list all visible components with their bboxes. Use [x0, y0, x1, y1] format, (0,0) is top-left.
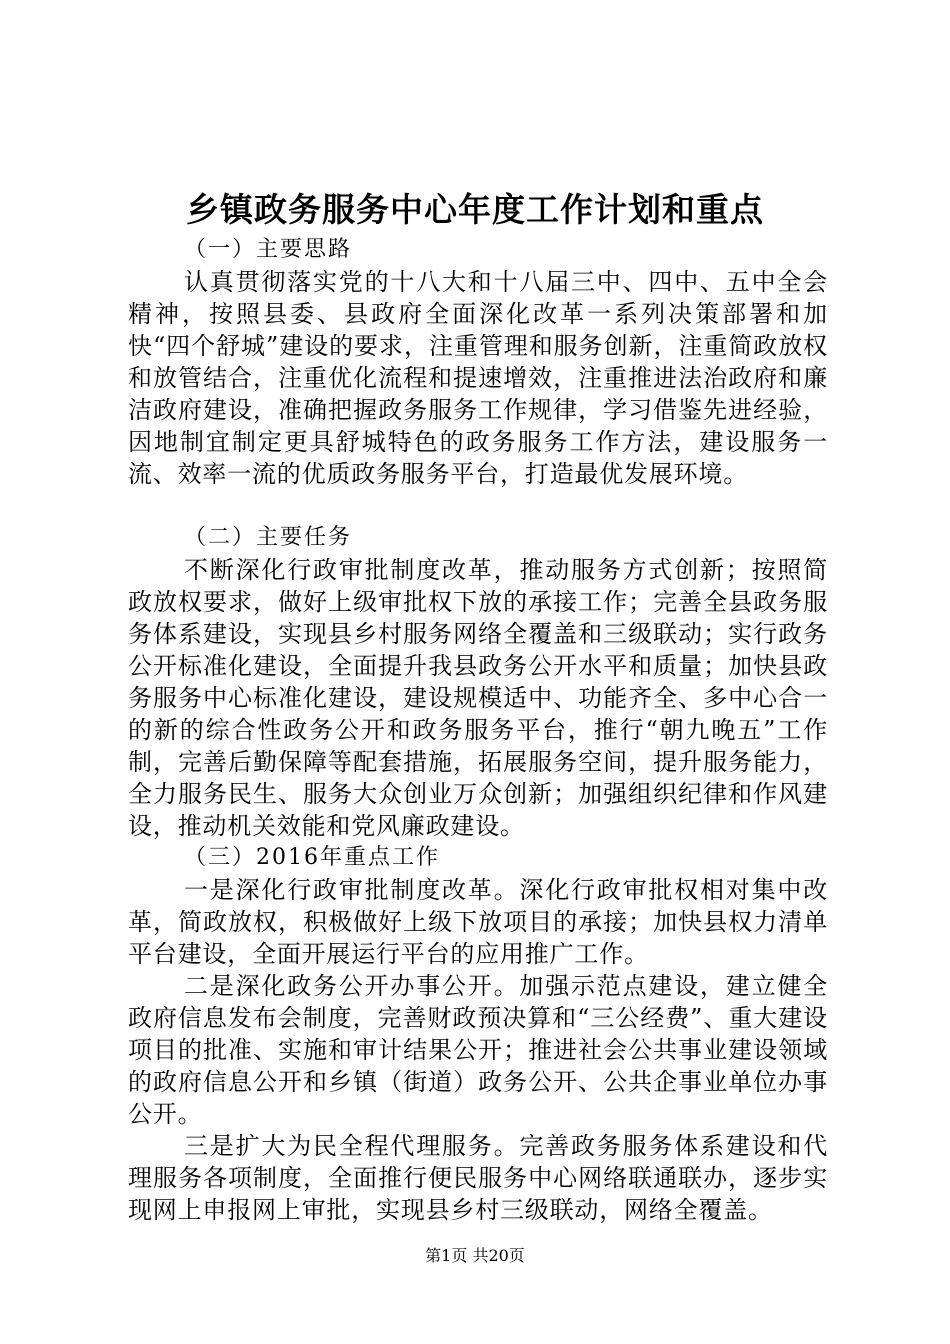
paragraph-main-ideas: 认真贯彻落实党的十八大和十八届三中、四中、五中全会精神，按照县委、县政府全面深化改革一系列决策部署和加快“四个舒城”建设的要求，注重管理和服务创新，注重简政放权和放管结合，注重优化流程和提速增效，注重推进法治政府和廉洁政府建设，准确把握政务服务工作规律，学习借鉴先进经验，因地制宜制定更具舒城特色的政务服务工作方法，建设服务一流、效率一流的优质政务服务平台，打造最优发展环境。 — [128, 268, 828, 488]
paragraph-key-work-3: 三是扩大为民全程代理服务。完善政务服务体系建设和代理服务各项制度，全面推行便民服务中心网络联通联办，逐步实现网上申报网上审批，实现县乡村三级联动，网络全覆盖。 — [128, 1132, 828, 1224]
paragraph-main-tasks: 不断深化行政审批制度改革，推动服务方式创新；按照简政放权要求，做好上级审批权下放的承接工作；完善全县政务服务体系建设，实现县乡村服务网络全覆盖和三级联动；实行政务公开标准化建设，全面提升我县政务公开水平和质量；加快县政务服务中心标准化建设，建设规模适中、功能齐全、多中心合一的新的综合性政务公开和政务服务平台，推行“朝九晚五”工作制，完善后勤保障等配套措施，拓展服务空间，提升服务能力，全力服务民生、服务大众创业万众创新；加强组织纪律和作风建设，推动机关效能和党风廉政建设。 — [128, 556, 828, 840]
paragraph-spacer — [128, 490, 828, 522]
section-heading-key-work: （三）2016年重点工作 — [184, 845, 440, 870]
document-body — [128, 234, 828, 1226]
paragraph-key-work-2: 二是深化政务公开办事公开。加强示范点建设，建立健全政府信息发布会制度，完善财政预决算和“三公经费”、重大建设项目的批准、实施和审计结果公开；推进社会公共事业建设领域的政府信息公开和乡镇（街道）政务公开、公共企事业单位办事公开。 — [128, 972, 828, 1128]
section-heading-main-ideas: （一）主要思路 — [184, 237, 353, 262]
document-title: 乡镇政务服务中心年度工作计划和重点 — [186, 190, 764, 229]
paragraph-key-work-1: 一是深化行政审批制度改革。深化行政审批权相对集中改革，简政放权，积极做好上级下放项目的承接；加快县权力清单平台建设，全面开展运行平台的应用推广工作。 — [128, 876, 828, 968]
page-footer: 第1页 共20页 — [425, 1246, 525, 1265]
section-heading-main-tasks: （二）主要任务 — [184, 525, 353, 550]
